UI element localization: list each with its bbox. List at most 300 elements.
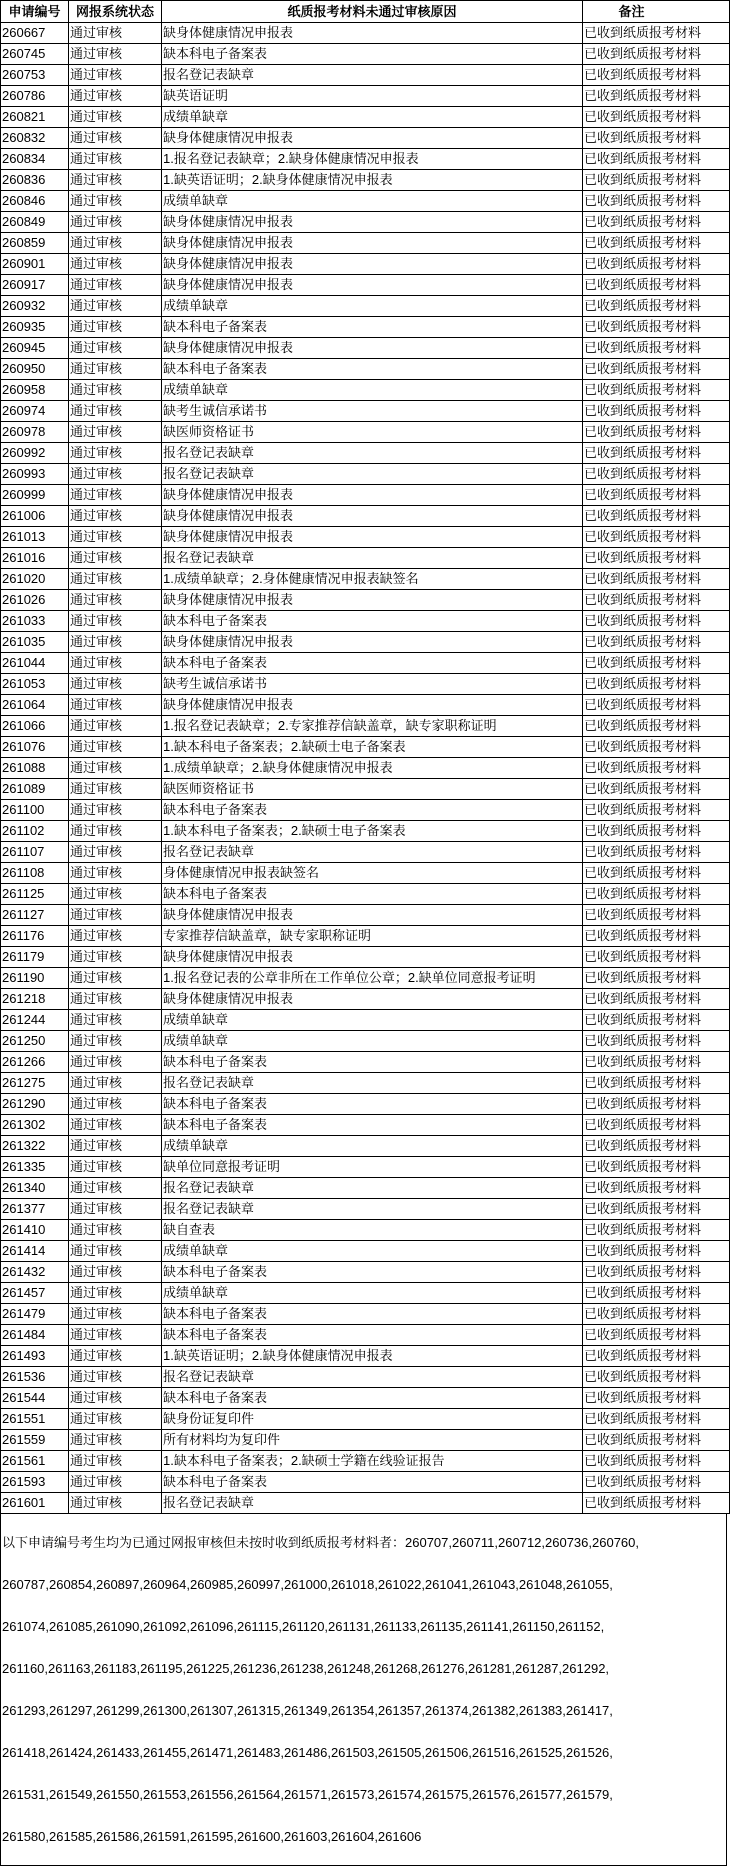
cell-application-id: 261410 <box>1 1220 69 1241</box>
table-row <box>1 1094 730 1115</box>
cell-failure-reason: 缺身体健康情况申报表 <box>162 338 583 359</box>
cell-system-status: 通过审核 <box>69 989 162 1010</box>
cell-application-id: 261250 <box>1 1031 69 1052</box>
cell-application-id: 261125 <box>1 884 69 905</box>
cell-application-id: 261053 <box>1 674 69 695</box>
cell-remarks: 已收到纸质报考材料 <box>583 1472 730 1493</box>
cell-application-id: 261108 <box>1 863 69 884</box>
cell-failure-reason: 缺本科电子备案表 <box>162 1325 583 1346</box>
cell-system-status: 通过审核 <box>69 212 162 233</box>
header-application-id: 申请编号 <box>1 1 69 23</box>
table-row <box>1 779 730 800</box>
cell-application-id: 261044 <box>1 653 69 674</box>
cell-system-status: 通过审核 <box>69 233 162 254</box>
cell-application-id: 260859 <box>1 233 69 254</box>
cell-failure-reason: 1.成绩单缺章；2.身体健康情况申报表缺签名 <box>162 569 583 590</box>
table-body <box>1 23 730 1514</box>
table-row <box>1 548 730 569</box>
table-row <box>1 170 730 191</box>
cell-application-id: 261414 <box>1 1241 69 1262</box>
cell-failure-reason: 1.缺本科电子备案表；2.缺硕士电子备案表 <box>162 821 583 842</box>
cell-remarks: 已收到纸质报考材料 <box>583 1094 730 1115</box>
cell-failure-reason: 报名登记表缺章 <box>162 1367 583 1388</box>
table-row <box>1 44 730 65</box>
cell-system-status: 通过审核 <box>69 968 162 989</box>
cell-application-id: 261377 <box>1 1199 69 1220</box>
cell-failure-reason: 成绩单缺章 <box>162 380 583 401</box>
cell-system-status: 通过审核 <box>69 464 162 485</box>
table-row <box>1 149 730 170</box>
table-row <box>1 254 730 275</box>
cell-failure-reason: 缺身体健康情况申报表 <box>162 254 583 275</box>
cell-remarks: 已收到纸质报考材料 <box>583 800 730 821</box>
cell-application-id: 261559 <box>1 1430 69 1451</box>
table-row <box>1 1115 730 1136</box>
cell-application-id: 261127 <box>1 905 69 926</box>
cell-failure-reason: 缺身体健康情况申报表 <box>162 695 583 716</box>
cell-application-id: 260832 <box>1 128 69 149</box>
cell-remarks: 已收到纸质报考材料 <box>583 674 730 695</box>
note-line: 261160,261163,261183,261195,261225,261236,261238,261248,261268,261276,261281,261287,261292, <box>2 1661 610 1676</box>
table-row <box>1 800 730 821</box>
table-row <box>1 1451 730 1472</box>
table-row <box>1 611 730 632</box>
cell-failure-reason: 缺考生诚信承诺书 <box>162 401 583 422</box>
table-row <box>1 1010 730 1031</box>
cell-remarks: 已收到纸质报考材料 <box>583 359 730 380</box>
cell-application-id: 260917 <box>1 275 69 296</box>
table-row <box>1 884 730 905</box>
cell-failure-reason: 缺身体健康情况申报表 <box>162 947 583 968</box>
cell-remarks: 已收到纸质报考材料 <box>583 128 730 149</box>
cell-remarks: 已收到纸质报考材料 <box>583 884 730 905</box>
cell-remarks: 已收到纸质报考材料 <box>583 1262 730 1283</box>
cell-application-id: 261322 <box>1 1136 69 1157</box>
cell-system-status: 通过审核 <box>69 1262 162 1283</box>
cell-application-id: 260834 <box>1 149 69 170</box>
table-row <box>1 338 730 359</box>
table-row <box>1 359 730 380</box>
table-row <box>1 443 730 464</box>
note-line: 261531,261549,261550,261553,261556,261564,261571,261573,261574,261575,261576,261577,261579, <box>2 1787 613 1802</box>
cell-remarks: 已收到纸质报考材料 <box>583 989 730 1010</box>
cell-remarks: 已收到纸质报考材料 <box>583 65 730 86</box>
cell-failure-reason: 缺本科电子备案表 <box>162 1094 583 1115</box>
cell-failure-reason: 缺身体健康情况申报表 <box>162 485 583 506</box>
table-row <box>1 128 730 149</box>
cell-failure-reason: 成绩单缺章 <box>162 1283 583 1304</box>
cell-remarks: 已收到纸质报考材料 <box>583 149 730 170</box>
table-row <box>1 590 730 611</box>
table-row <box>1 842 730 863</box>
cell-remarks: 已收到纸质报考材料 <box>583 1220 730 1241</box>
cell-failure-reason: 1.缺英语证明；2.缺身体健康情况申报表 <box>162 1346 583 1367</box>
cell-application-id: 260667 <box>1 23 69 44</box>
cell-failure-reason: 缺考生诚信承诺书 <box>162 674 583 695</box>
cell-system-status: 通过审核 <box>69 1136 162 1157</box>
cell-remarks: 已收到纸质报考材料 <box>583 422 730 443</box>
cell-system-status: 通过审核 <box>69 506 162 527</box>
cell-application-id: 260935 <box>1 317 69 338</box>
cell-application-id: 261190 <box>1 968 69 989</box>
cell-failure-reason: 缺医师资格证书 <box>162 779 583 800</box>
cell-application-id: 260901 <box>1 254 69 275</box>
table-row <box>1 968 730 989</box>
cell-remarks: 已收到纸质报考材料 <box>583 506 730 527</box>
cell-system-status: 通过审核 <box>69 1472 162 1493</box>
cell-remarks: 已收到纸质报考材料 <box>583 1241 730 1262</box>
cell-remarks: 已收到纸质报考材料 <box>583 716 730 737</box>
cell-system-status: 通过审核 <box>69 527 162 548</box>
header-remarks: 备注 <box>583 1 730 23</box>
cell-system-status: 通过审核 <box>69 275 162 296</box>
cell-failure-reason: 报名登记表缺章 <box>162 1493 583 1514</box>
note-line: 261580,261585,261586,261591,261595,261600,261603,261604,261606 <box>2 1829 422 1844</box>
cell-application-id: 260992 <box>1 443 69 464</box>
cell-failure-reason: 身体健康情况申报表缺签名 <box>162 863 583 884</box>
cell-failure-reason: 缺本科电子备案表 <box>162 1304 583 1325</box>
note-line: 261293,261297,261299,261300,261307,261315,261349,261354,261357,261374,261382,261383,261417, <box>2 1703 613 1718</box>
cell-system-status: 通过审核 <box>69 107 162 128</box>
table-row <box>1 1052 730 1073</box>
table-row <box>1 1472 730 1493</box>
cell-failure-reason: 缺本科电子备案表 <box>162 1115 583 1136</box>
cell-remarks: 已收到纸质报考材料 <box>583 1409 730 1430</box>
cell-remarks: 已收到纸质报考材料 <box>583 968 730 989</box>
cell-remarks: 已收到纸质报考材料 <box>583 233 730 254</box>
cell-failure-reason: 缺身体健康情况申报表 <box>162 989 583 1010</box>
table-row <box>1 527 730 548</box>
cell-remarks: 已收到纸质报考材料 <box>583 527 730 548</box>
header-system-status: 网报系统状态 <box>69 1 162 23</box>
cell-application-id: 261593 <box>1 1472 69 1493</box>
table-row <box>1 1367 730 1388</box>
cell-application-id: 261484 <box>1 1325 69 1346</box>
cell-failure-reason: 成绩单缺章 <box>162 107 583 128</box>
cell-system-status: 通过审核 <box>69 842 162 863</box>
cell-system-status: 通过审核 <box>69 1304 162 1325</box>
table-row <box>1 191 730 212</box>
cell-system-status: 通过审核 <box>69 1094 162 1115</box>
cell-application-id: 261013 <box>1 527 69 548</box>
cell-system-status: 通过审核 <box>69 128 162 149</box>
cell-system-status: 通过审核 <box>69 695 162 716</box>
cell-system-status: 通过审核 <box>69 653 162 674</box>
cell-system-status: 通过审核 <box>69 674 162 695</box>
cell-application-id: 261107 <box>1 842 69 863</box>
table-row <box>1 737 730 758</box>
cell-system-status: 通过审核 <box>69 716 162 737</box>
cell-system-status: 通过审核 <box>69 947 162 968</box>
cell-remarks: 已收到纸质报考材料 <box>583 590 730 611</box>
cell-application-id: 261244 <box>1 1010 69 1031</box>
cell-failure-reason: 缺身体健康情况申报表 <box>162 632 583 653</box>
cell-application-id: 260849 <box>1 212 69 233</box>
table-row <box>1 422 730 443</box>
table-row <box>1 1346 730 1367</box>
table-row <box>1 1430 730 1451</box>
cell-failure-reason: 缺身体健康情况申报表 <box>162 590 583 611</box>
table-row <box>1 86 730 107</box>
cell-system-status: 通过审核 <box>69 569 162 590</box>
cell-remarks: 已收到纸质报考材料 <box>583 905 730 926</box>
cell-failure-reason: 报名登记表缺章 <box>162 464 583 485</box>
table-row <box>1 1409 730 1430</box>
table-row <box>1 464 730 485</box>
cell-remarks: 已收到纸质报考材料 <box>583 842 730 863</box>
table-row <box>1 716 730 737</box>
cell-system-status: 通过审核 <box>69 1493 162 1514</box>
cell-remarks: 已收到纸质报考材料 <box>583 1367 730 1388</box>
table-row <box>1 506 730 527</box>
cell-application-id: 260846 <box>1 191 69 212</box>
cell-failure-reason: 1.缺本科电子备案表；2.缺硕士电子备案表 <box>162 737 583 758</box>
cell-application-id: 261089 <box>1 779 69 800</box>
cell-system-status: 通过审核 <box>69 296 162 317</box>
cell-remarks: 已收到纸质报考材料 <box>583 926 730 947</box>
cell-system-status: 通过审核 <box>69 1052 162 1073</box>
cell-application-id: 261544 <box>1 1388 69 1409</box>
cell-remarks: 已收到纸质报考材料 <box>583 1199 730 1220</box>
cell-failure-reason: 缺本科电子备案表 <box>162 800 583 821</box>
cell-remarks: 已收到纸质报考材料 <box>583 1052 730 1073</box>
cell-system-status: 通过审核 <box>69 65 162 86</box>
cell-failure-reason: 成绩单缺章 <box>162 1031 583 1052</box>
header-failure-reason: 纸质报考材料未通过审核原因 <box>162 1 583 23</box>
table-row <box>1 821 730 842</box>
cell-application-id: 261457 <box>1 1283 69 1304</box>
cell-system-status: 通过审核 <box>69 23 162 44</box>
cell-application-id: 261493 <box>1 1346 69 1367</box>
cell-remarks: 已收到纸质报考材料 <box>583 170 730 191</box>
table-row <box>1 758 730 779</box>
cell-application-id: 261016 <box>1 548 69 569</box>
table-row <box>1 947 730 968</box>
cell-system-status: 通过审核 <box>69 1220 162 1241</box>
cell-application-id: 261432 <box>1 1262 69 1283</box>
cell-failure-reason: 成绩单缺章 <box>162 296 583 317</box>
cell-remarks: 已收到纸质报考材料 <box>583 1115 730 1136</box>
cell-application-id: 260932 <box>1 296 69 317</box>
cell-remarks: 已收到纸质报考材料 <box>583 758 730 779</box>
table-row <box>1 905 730 926</box>
cell-failure-reason: 1.报名登记表缺章；2.缺身体健康情况申报表 <box>162 149 583 170</box>
cell-remarks: 已收到纸质报考材料 <box>583 296 730 317</box>
table-row <box>1 1262 730 1283</box>
table-row <box>1 1220 730 1241</box>
cell-system-status: 通过审核 <box>69 359 162 380</box>
cell-failure-reason: 缺本科电子备案表 <box>162 1388 583 1409</box>
table-row <box>1 1136 730 1157</box>
cell-application-id: 261102 <box>1 821 69 842</box>
table-row <box>1 317 730 338</box>
cell-system-status: 通过审核 <box>69 1430 162 1451</box>
cell-remarks: 已收到纸质报考材料 <box>583 1010 730 1031</box>
cell-remarks: 已收到纸质报考材料 <box>583 1178 730 1199</box>
cell-application-id: 261006 <box>1 506 69 527</box>
cell-application-id: 261066 <box>1 716 69 737</box>
cell-system-status: 通过审核 <box>69 1451 162 1472</box>
cell-system-status: 通过审核 <box>69 380 162 401</box>
cell-failure-reason: 缺医师资格证书 <box>162 422 583 443</box>
cell-failure-reason: 专家推荐信缺盖章，缺专家职称证明 <box>162 926 583 947</box>
cell-system-status: 通过审核 <box>69 1241 162 1262</box>
cell-remarks: 已收到纸质报考材料 <box>583 443 730 464</box>
cell-remarks: 已收到纸质报考材料 <box>583 1325 730 1346</box>
cell-remarks: 已收到纸质报考材料 <box>583 317 730 338</box>
cell-application-id: 261536 <box>1 1367 69 1388</box>
cell-application-id: 261020 <box>1 569 69 590</box>
cell-failure-reason: 缺身体健康情况申报表 <box>162 905 583 926</box>
cell-remarks: 已收到纸质报考材料 <box>583 737 730 758</box>
table-row <box>1 233 730 254</box>
table-row <box>1 212 730 233</box>
cell-remarks: 已收到纸质报考材料 <box>583 275 730 296</box>
cell-failure-reason: 缺本科电子备案表 <box>162 611 583 632</box>
table-row <box>1 1178 730 1199</box>
cell-application-id: 261290 <box>1 1094 69 1115</box>
note-line: 260787,260854,260897,260964,260985,260997,261000,261018,261022,261041,261043,261048,261055, <box>2 1577 613 1592</box>
table-row <box>1 65 730 86</box>
cell-remarks: 已收到纸质报考材料 <box>583 401 730 422</box>
cell-system-status: 通过审核 <box>69 926 162 947</box>
cell-failure-reason: 成绩单缺章 <box>162 1010 583 1031</box>
cell-application-id: 261479 <box>1 1304 69 1325</box>
cell-remarks: 已收到纸质报考材料 <box>583 86 730 107</box>
cell-system-status: 通过审核 <box>69 170 162 191</box>
cell-remarks: 已收到纸质报考材料 <box>583 1346 730 1367</box>
cell-system-status: 通过审核 <box>69 1115 162 1136</box>
cell-failure-reason: 报名登记表缺章 <box>162 1073 583 1094</box>
cell-remarks: 已收到纸质报考材料 <box>583 1388 730 1409</box>
table-row <box>1 107 730 128</box>
cell-failure-reason: 缺自查表 <box>162 1220 583 1241</box>
cell-remarks: 已收到纸质报考材料 <box>583 107 730 128</box>
cell-system-status: 通过审核 <box>69 485 162 506</box>
note-line: 261074,261085,261090,261092,261096,261115,261120,261131,261133,261135,261141,261150,261152, <box>2 1619 605 1634</box>
cell-failure-reason: 缺身体健康情况申报表 <box>162 212 583 233</box>
table-row <box>1 863 730 884</box>
cell-system-status: 通过审核 <box>69 401 162 422</box>
cell-application-id: 261088 <box>1 758 69 779</box>
table-row <box>1 23 730 44</box>
cell-failure-reason: 报名登记表缺章 <box>162 842 583 863</box>
cell-failure-reason: 所有材料均为复印件 <box>162 1430 583 1451</box>
cell-failure-reason: 缺本科电子备案表 <box>162 359 583 380</box>
cell-failure-reason: 1.报名登记表缺章；2.专家推荐信缺盖章，缺专家职称证明 <box>162 716 583 737</box>
cell-remarks: 已收到纸质报考材料 <box>583 44 730 65</box>
cell-application-id: 260821 <box>1 107 69 128</box>
cell-remarks: 已收到纸质报考材料 <box>583 191 730 212</box>
cell-application-id: 261179 <box>1 947 69 968</box>
cell-application-id: 260836 <box>1 170 69 191</box>
cell-remarks: 已收到纸质报考材料 <box>583 695 730 716</box>
cell-remarks: 已收到纸质报考材料 <box>583 1136 730 1157</box>
cell-system-status: 通过审核 <box>69 1409 162 1430</box>
cell-system-status: 通过审核 <box>69 317 162 338</box>
cell-application-id: 261035 <box>1 632 69 653</box>
cell-system-status: 通过审核 <box>69 1031 162 1052</box>
cell-system-status: 通过审核 <box>69 821 162 842</box>
cell-system-status: 通过审核 <box>69 254 162 275</box>
cell-application-id: 260978 <box>1 422 69 443</box>
cell-failure-reason: 缺本科电子备案表 <box>162 653 583 674</box>
cell-failure-reason: 缺身体健康情况申报表 <box>162 506 583 527</box>
cell-remarks: 已收到纸质报考材料 <box>583 1304 730 1325</box>
cell-system-status: 通过审核 <box>69 758 162 779</box>
cell-remarks: 已收到纸质报考材料 <box>583 548 730 569</box>
cell-failure-reason: 报名登记表缺章 <box>162 65 583 86</box>
cell-remarks: 已收到纸质报考材料 <box>583 23 730 44</box>
unreceived-materials-note <box>0 1514 727 1866</box>
cell-remarks: 已收到纸质报考材料 <box>583 1451 730 1472</box>
cell-application-id: 260753 <box>1 65 69 86</box>
cell-failure-reason: 1.成绩单缺章；2.缺身体健康情况申报表 <box>162 758 583 779</box>
cell-system-status: 通过审核 <box>69 1346 162 1367</box>
table-row <box>1 632 730 653</box>
cell-application-id: 260993 <box>1 464 69 485</box>
cell-failure-reason: 缺身体健康情况申报表 <box>162 128 583 149</box>
cell-system-status: 通过审核 <box>69 800 162 821</box>
cell-remarks: 已收到纸质报考材料 <box>583 380 730 401</box>
cell-failure-reason: 缺本科电子备案表 <box>162 1472 583 1493</box>
cell-system-status: 通过审核 <box>69 1073 162 1094</box>
cell-failure-reason: 缺身体健康情况申报表 <box>162 275 583 296</box>
cell-system-status: 通过审核 <box>69 905 162 926</box>
cell-remarks: 已收到纸质报考材料 <box>583 1031 730 1052</box>
note-line: 以下申请编号考生均为已通过网报审核但未按时收到纸质报考材料者：260707,260711,260712,260736,260760, <box>2 1535 639 1550</box>
cell-remarks: 已收到纸质报考材料 <box>583 611 730 632</box>
cell-failure-reason: 1.缺本科电子备案表；2.缺硕士学籍在线验证报告 <box>162 1451 583 1472</box>
cell-failure-reason: 缺本科电子备案表 <box>162 884 583 905</box>
cell-remarks: 已收到纸质报考材料 <box>583 569 730 590</box>
cell-failure-reason: 成绩单缺章 <box>162 1241 583 1262</box>
cell-remarks: 已收到纸质报考材料 <box>583 464 730 485</box>
table-row <box>1 1073 730 1094</box>
cell-application-id: 261551 <box>1 1409 69 1430</box>
cell-application-id: 260786 <box>1 86 69 107</box>
table-row <box>1 485 730 506</box>
cell-application-id: 261076 <box>1 737 69 758</box>
cell-system-status: 通过审核 <box>69 863 162 884</box>
cell-failure-reason: 缺身体健康情况申报表 <box>162 527 583 548</box>
cell-system-status: 通过审核 <box>69 191 162 212</box>
cell-application-id: 260945 <box>1 338 69 359</box>
cell-remarks: 已收到纸质报考材料 <box>583 338 730 359</box>
cell-remarks: 已收到纸质报考材料 <box>583 1073 730 1094</box>
cell-system-status: 通过审核 <box>69 338 162 359</box>
cell-remarks: 已收到纸质报考材料 <box>583 254 730 275</box>
cell-remarks: 已收到纸质报考材料 <box>583 1430 730 1451</box>
cell-remarks: 已收到纸质报考材料 <box>583 632 730 653</box>
cell-failure-reason: 缺本科电子备案表 <box>162 44 583 65</box>
table-row <box>1 926 730 947</box>
cell-system-status: 通过审核 <box>69 737 162 758</box>
table-row <box>1 1241 730 1262</box>
cell-remarks: 已收到纸质报考材料 <box>583 1283 730 1304</box>
table-row <box>1 275 730 296</box>
cell-failure-reason: 缺英语证明 <box>162 86 583 107</box>
cell-failure-reason: 报名登记表缺章 <box>162 1178 583 1199</box>
note-line: 261418,261424,261433,261455,261471,261483,261486,261503,261505,261506,261516,261525,261526, <box>2 1745 613 1760</box>
cell-application-id: 261064 <box>1 695 69 716</box>
table-row <box>1 674 730 695</box>
cell-remarks: 已收到纸质报考材料 <box>583 653 730 674</box>
table-row <box>1 296 730 317</box>
cell-failure-reason: 报名登记表缺章 <box>162 443 583 464</box>
table-row <box>1 1388 730 1409</box>
cell-application-id: 260974 <box>1 401 69 422</box>
